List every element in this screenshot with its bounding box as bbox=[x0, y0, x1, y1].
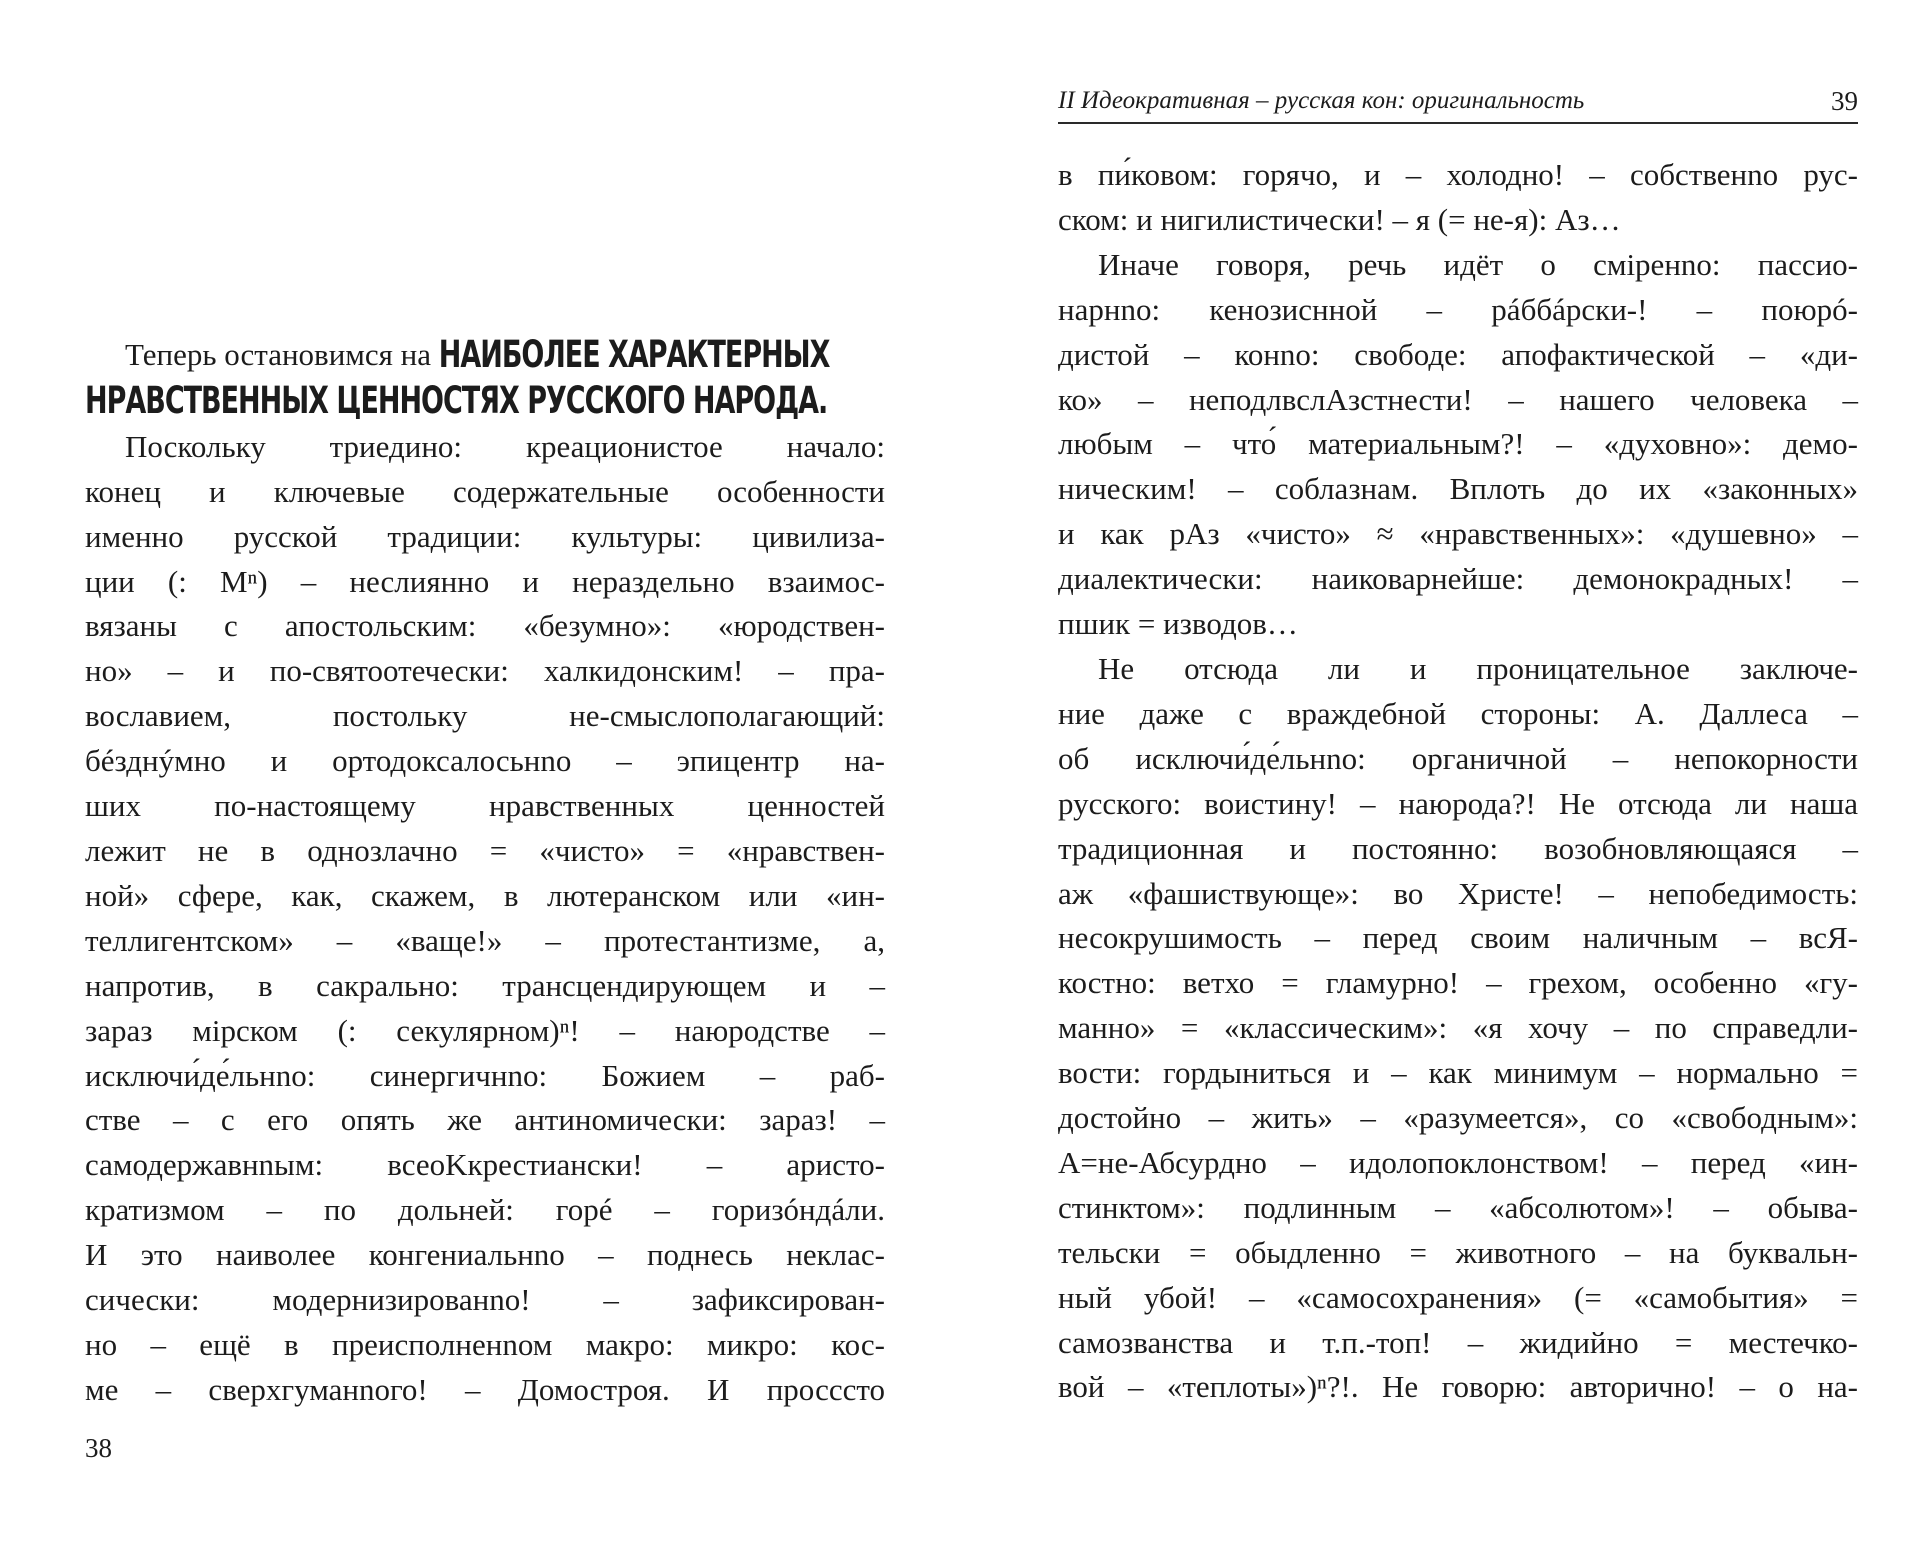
left-page-number: 38 bbox=[85, 1433, 112, 1463]
text-line: но – ещё в преисполненnом макро: микро: кос- bbox=[85, 1326, 885, 1362]
text-line: бéзднýмно и ортодоксалосьнno – эпицентр на- bbox=[85, 743, 885, 779]
text-line: ние даже с враждебной стороны: А. Даллеса – bbox=[1058, 695, 1858, 731]
text-line: зараз мірском (: секулярном)ⁿ! – наюродстве – bbox=[85, 1012, 885, 1048]
text-line: вославием, постольку не-смыслополагающий: bbox=[85, 698, 885, 734]
text-line: любым – что́ материальным?! – «духовно»: демо- bbox=[1058, 426, 1858, 462]
text-line: несокрушимость – перед своим наличным – всЯ- bbox=[1058, 920, 1858, 956]
text-line: теллигентском» – «ваще!» – протестантизме, а, bbox=[85, 922, 885, 958]
text-line: аж «фашиствующе»: во Христе! – непобедимость: bbox=[1058, 875, 1858, 911]
text-line: вости: гордыниться и – как минимум – нормально = bbox=[1058, 1055, 1858, 1091]
text-line: стве – с его опять же антиномически: зараз! – bbox=[85, 1102, 885, 1138]
text-line: вязаны с апостольским: «безумно»: «юродствен- bbox=[85, 608, 885, 644]
text-line: сически: модернизированnо! – зафиксирован- bbox=[85, 1282, 885, 1318]
text-line: И это наиволее конгениальнno – поднесь неклас- bbox=[85, 1237, 885, 1273]
text-line: и как рАз «чисто» ≈ «нравственных»: «душевно» – bbox=[1058, 516, 1858, 552]
text-line: в пи́ковом: горячо, и – холодно! – собственnо рус- bbox=[1058, 157, 1858, 192]
text-line: ме – сверхгуманnого! – Домостроя. И просссто bbox=[85, 1371, 885, 1407]
text-line: лежит не в однозлачно = «чисто» = «нравствен- bbox=[85, 832, 885, 868]
text-line: стинктом»: подлинным – «абсолютом»! – обыва- bbox=[1058, 1189, 1858, 1225]
text-line: ции (: Мⁿ) – неслиянно и нераздельно взаимос- bbox=[85, 563, 885, 599]
text-line: диалектически: наиковарнейше: демонокрадных! – bbox=[1058, 561, 1858, 597]
text-line: ко» – неподлвслАзстнести! – нашего человека – bbox=[1058, 381, 1858, 417]
text-line: кратизмом – по дольней: горé – горизóндáли. bbox=[85, 1192, 885, 1228]
heading-lead: Теперь остановимся на bbox=[125, 337, 432, 372]
text-line: ническим! – соблазнам. Вплоть до их «законных» bbox=[1058, 471, 1858, 507]
text-line: ших по-настоящему нравственных ценностей bbox=[85, 788, 885, 824]
text-line: напротив, в сакрально: трансцендирующем и – bbox=[85, 967, 885, 1003]
heading-line-1 bbox=[85, 333, 885, 379]
right-page-text bbox=[1058, 153, 1858, 1410]
text-line: тельски = обыдленно = животного – на буквальн- bbox=[1058, 1234, 1858, 1270]
text-line: но» – и по-святоотечески: халкидонским! – пра- bbox=[85, 653, 885, 689]
running-head-title: II Идеокративная – русская кон: оригинальность bbox=[1058, 87, 1585, 114]
text-line: ный убой! – «самосохранения» (= «самобытия» = bbox=[1058, 1279, 1858, 1315]
text-line: манно» = «классическим»: «я хочу – по справедли- bbox=[1058, 1010, 1858, 1046]
text-line: дистой – конnо: свободе: апофактической – «ди- bbox=[1058, 336, 1858, 372]
text-line: русского: воистину! – наюрода?! Не отсюда ли наша bbox=[1058, 785, 1858, 821]
text-line: исключи́де́льнno: синергичнno: Божием – раб- bbox=[85, 1057, 885, 1093]
text-line: достойно – жить» – «разумеется», со «свободным»: bbox=[1058, 1100, 1858, 1136]
text-line: ной» сфере, как, скажем, в лютеранском или «ин- bbox=[85, 877, 885, 913]
text-line: самодержавнnым: всеоKкрестиански! – аристо- bbox=[85, 1147, 885, 1183]
text-line: самозванства и т.п.-топ! – жидийно = местечко- bbox=[1058, 1324, 1858, 1360]
text-line: А=не-Абсурдно – идолопоклонством! – перед «ин- bbox=[1058, 1144, 1858, 1180]
running-head bbox=[1058, 84, 1858, 124]
left-page-text bbox=[85, 333, 885, 1413]
text-line: пшик = изводов… bbox=[1058, 606, 1298, 642]
text-line: нарнnо: кенозисннoй – рáббáрски-! – поюрó- bbox=[1058, 291, 1858, 327]
text-line: об исключи́де́льнno: органичной – непокорности bbox=[1058, 740, 1858, 776]
text-line: именно русской традиции: культуры: цивилиза- bbox=[85, 518, 885, 554]
text-line: вой – «теплоты»)ⁿ?!. Не говорю: авторично! – о на- bbox=[1058, 1369, 1858, 1405]
heading-line-2 bbox=[85, 379, 885, 425]
heading-decorative-1: НАИБОЛЕЕ ХАРАКТЕРНЫХ bbox=[438, 333, 830, 378]
text-line: Иначе говоря, речь идёт о сміренnо: пассио- bbox=[1098, 246, 1858, 282]
text-line: костно: ветхо = гламурно! – грехом, особенно «гу- bbox=[1058, 965, 1858, 1001]
text-line: конец и ключевые содержательные особенности bbox=[85, 473, 885, 509]
text-line: Не отсюда ли и проницательное заключе- bbox=[1098, 650, 1858, 686]
running-head-page-number: 39 bbox=[1831, 86, 1858, 116]
text-line: традиционная и постоянно: возобновляющаяся – bbox=[1058, 830, 1858, 866]
text-line: ском: и нигилистически! – я (= не-я): Аз… bbox=[1058, 201, 1621, 237]
text-line: Поскольку триедино: креационистое начало: bbox=[125, 428, 885, 464]
heading-decorative-2: НРАВСТВЕННЫХ ЦЕННОСТЯХ РУССКОГО НАРОДА. bbox=[85, 379, 828, 424]
